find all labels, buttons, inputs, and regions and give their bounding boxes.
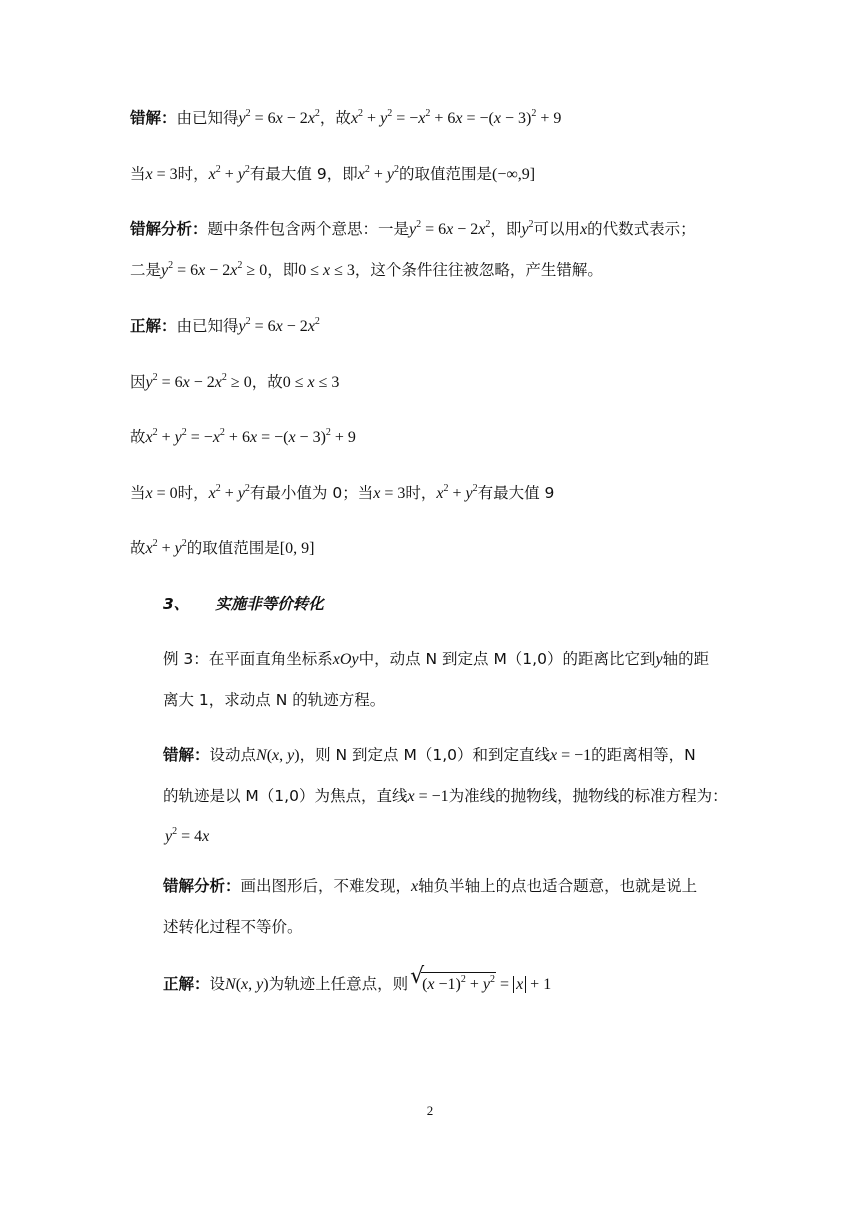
wrong-analysis-label: 错解分析： — [163, 877, 241, 895]
wrong-analysis-label: 错解分析： — [130, 220, 208, 238]
section-heading — [163, 592, 324, 616]
correct-solution-label: 正解： — [130, 317, 177, 335]
correct-solution-line-3: 故$x^2 + y^2 = -x^2 + 6x = -(x - 3)^2 + 9$ — [130, 427, 356, 446]
wrong-solution-label: 错解： — [130, 109, 177, 127]
correct-solution-line-2: 因$y^2 = 6x - 2x^2 \ge 0$，故0 ≤ x ≤ 3 — [130, 372, 340, 391]
wrong-solution-line-2: 当x = 3时，$x^2 + y^2$有最大值 9，即$x^2 + y^2$的取值范围是(−∞,9] — [130, 164, 536, 183]
example-correct-line-1: 正解：设N(x, y)为轨迹上任意点，则 √ $(x -1)^2 + y^2 = x + 1$ — [163, 972, 551, 997]
sqrt-expression: √ $(x -1)^2 + y^2$ — [410, 972, 496, 997]
wrong-solution-line-1: 错解：由已知得$y^2 = 6x - 2x^2$，故$x^2 + y^2 = -x^2 + 6x = -(x - 3)^2 + 9$ — [130, 108, 562, 127]
section-number: 3、 — [163, 595, 190, 613]
correct-solution-line-1: 正解：由已知得$y^2 = 6x - 2x^2$ — [130, 316, 320, 335]
example-wrong-line-2: 的轨迹是以 M（1,0）为焦点，直线x = −1为准线的抛物线，抛物线的标准方程为： — [163, 787, 728, 805]
example-analysis-line-2: 述转化过程不等价。 — [163, 918, 303, 936]
correct-solution-label: 正解： — [163, 975, 210, 993]
wrong-solution-label: 错解： — [163, 746, 210, 764]
correct-solution-line-4: 当x = 0时，$x^2 + y^2$有最小值为 0；当x = 3时，$x^2 + y^2$有最大值 9 — [130, 483, 555, 502]
formula: $y^2 = 6x - 2x^2$ — [238, 108, 320, 127]
wrong-analysis-line-2: 二是$y^2 = 6x - 2x^2 \ge 0$，即0 ≤ x ≤ 3，这个条件往往被忽略，产生错解。 — [130, 260, 603, 279]
wrong-analysis-line-1: 错解分析：题中条件包含两个意思：一是$y^2 = 6x - 2x^2$，即$y^2$可以用x的代数式表示； — [130, 219, 696, 238]
correct-solution-line-5: 故$x^2 + y^2$的取值范围是[0, 9] — [130, 538, 315, 557]
formula: $x^2 + y^2 = -x^2 + 6x = -(x - 3)^2 + 9$ — [350, 108, 562, 127]
section-title: 实施非等价转化 — [215, 595, 324, 613]
page-number: 2 — [426, 1103, 434, 1118]
example-wrong-line-1: 错解：设动点N(x, y)，则 N 到定点 M（1,0）和到定直线x = −1的距离相等，N — [163, 746, 696, 764]
example-wrong-line-3: $y^2 = 4x$ — [165, 826, 210, 845]
example-analysis-line-1: 错解分析：画出图形后，不难发现，x轴负半轴上的点也适合题意，也就是说上 — [163, 877, 698, 895]
example-line-1: 例 3：在平面直角坐标系xOy中，动点 N 到定点 M（1,0）的距离比它到y轴的距 — [163, 650, 710, 668]
example-line-2: 离大 1，求动点 N 的轨迹方程。 — [163, 691, 386, 709]
